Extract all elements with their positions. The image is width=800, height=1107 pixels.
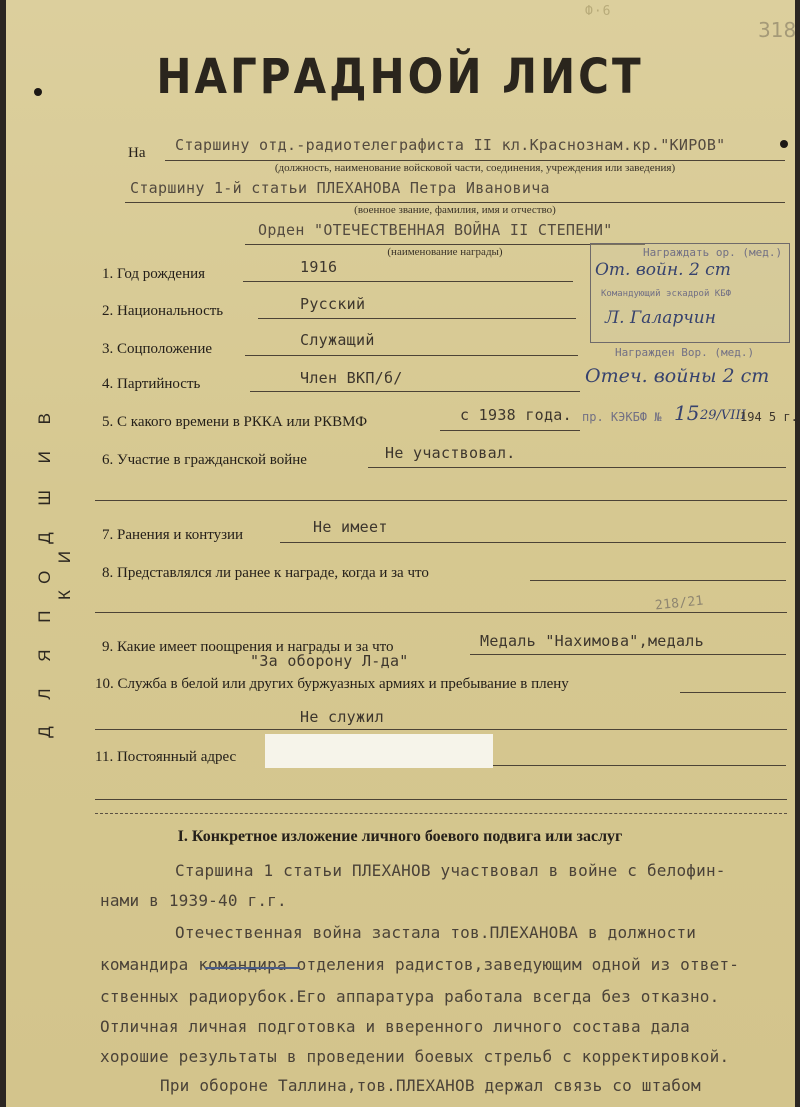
field-9-label: 9. Какие имеет поощрения и награды и за что [102, 639, 394, 655]
field-4-value: Член ВКП/б/ [300, 369, 403, 387]
stamp-signature: Л. Галарчин [605, 308, 716, 328]
field-5-line [440, 430, 580, 431]
award-value: Орден "ОТЕЧЕСТВЕННАЯ ВОЙНА II СТЕПЕНИ" [258, 221, 613, 239]
pencil-mid-mark: 218/21 [654, 593, 705, 614]
stamp-hand-3: Отеч. войны 2 ст [585, 365, 770, 387]
side-binding-label: Д Л Я П О Д Ш И В К И [35, 402, 74, 738]
field-2-line [258, 318, 576, 319]
narrative-line-3: Отечественная война застала тов.ПЛЕХАНОВА в должности [175, 923, 697, 942]
field-3-label: 3. Соцположение [102, 341, 213, 357]
field-9-value-2: "За оборону Л-да" [250, 652, 409, 670]
narrative-line-5: ственных радиорубок.Его аппаратура работала всегда без отказно. [100, 987, 720, 1006]
narrative-line-2: нами в 1939-40 г.г. [100, 891, 287, 910]
narrative-line-8: При обороне Таллина,тов.ПЛЕХАНОВ держал связь со штабом [160, 1076, 701, 1095]
narrative-line-7: хорошие результаты в проведении боевых стрельб с корректировкой. [100, 1047, 730, 1066]
stamp-hand-1: От. войн. 2 ст [595, 260, 731, 280]
stamp-line-3: Награжден Вор. (мед.) [615, 346, 755, 359]
field-5-label: 5. С какого времени в РККА или РКВМФ [102, 414, 368, 430]
field-8-label: 8. Представлялся ли ранее к награде, когда и за что [102, 565, 429, 581]
field-1-label: 1. Год рождения [102, 266, 206, 282]
section-title: I. Конкретное изложение личного боевого подвига или заслуг [177, 828, 623, 845]
award-stamp [590, 243, 790, 343]
document-title: НАГРАДНОЙ ЛИСТ [156, 48, 644, 105]
field-8-line [530, 580, 786, 581]
field-10-value: Не служил [300, 708, 384, 726]
award-caption: (наименование награды) [387, 246, 503, 258]
narrative-line-6: Отличная личная подготовка и вверенного личного состава дала [100, 1017, 690, 1036]
field-11-label: 11. Постоянный адрес [95, 749, 237, 765]
field-5-value: с 1938 года. [460, 406, 572, 424]
field-9-value-1: Медаль "Нахимова",медаль [480, 632, 704, 650]
name-value: Старшину 1-й статьи ПЛЕХАНОВА Петра Ивановича [130, 179, 550, 197]
correction-strike [205, 967, 300, 969]
scan-edge-right [795, 0, 800, 1107]
narrative-line-4: командира командира отделения радистов,заведующим одной из ответ- [100, 955, 740, 974]
name-caption: (военное звание, фамилия, имя и отчество) [354, 204, 556, 216]
order-number: 15 [674, 401, 700, 425]
stamp-line-2: Командующий эскадрой КБФ [601, 289, 732, 299]
field-3-line [245, 355, 578, 356]
field-10-line [680, 692, 786, 693]
punch-hole-mark [780, 140, 788, 148]
na-label: На [128, 145, 146, 161]
award-line [245, 244, 645, 245]
field-8-line-2 [95, 612, 787, 613]
field-10-label: 10. Служба в белой или других буржуазных армиях и пребывание в плену [95, 676, 569, 692]
field-4-line [250, 391, 580, 392]
field-1-line [243, 281, 573, 282]
field-1-value: 1916 [300, 258, 338, 276]
scan-edge-left [0, 0, 6, 1107]
stamp-line-1: Награждать ор. (мед.) [643, 246, 783, 259]
address-redaction [265, 734, 493, 768]
field-2-label: 2. Национальность [102, 303, 224, 319]
order-date: 29/VIII [700, 408, 746, 423]
field-3-value: Служащий [300, 331, 375, 349]
order-year: 194 5 г. [740, 410, 798, 424]
field-10-line-2 [95, 729, 787, 730]
position-line [165, 160, 785, 161]
separator-line [95, 813, 787, 814]
name-line [125, 202, 785, 203]
corner-mark: Ф·6 [585, 4, 612, 19]
field-6-label: 6. Участие в гражданской войне [102, 452, 307, 468]
field-7-line [280, 542, 786, 543]
field-6-line-2 [95, 500, 787, 501]
pencil-page-number: 318 [758, 18, 797, 42]
field-9-line [470, 654, 786, 655]
field-6-value: Не участвовал. [385, 444, 516, 462]
field-7-value: Не имеет [313, 518, 388, 536]
order-prefix: пр. КЭКБФ № [582, 410, 662, 424]
field-7-label: 7. Ранения и контузии [102, 527, 244, 543]
narrative-line-1: Старшина 1 статьи ПЛЕХАНОВ участвовал в войне с белофин- [175, 861, 726, 880]
field-2-value: Русский [300, 295, 366, 313]
field-4-label: 4. Партийность [102, 376, 201, 392]
field-6-line [368, 467, 786, 468]
position-value: Старшину отд.-радиотелеграфиста II кл.Краснознам.кр."КИРОВ" [175, 136, 726, 154]
position-caption: (должность, наименование войсковой части, соединения, учреждения или заведения) [274, 162, 676, 174]
field-11-line-2 [95, 799, 787, 800]
